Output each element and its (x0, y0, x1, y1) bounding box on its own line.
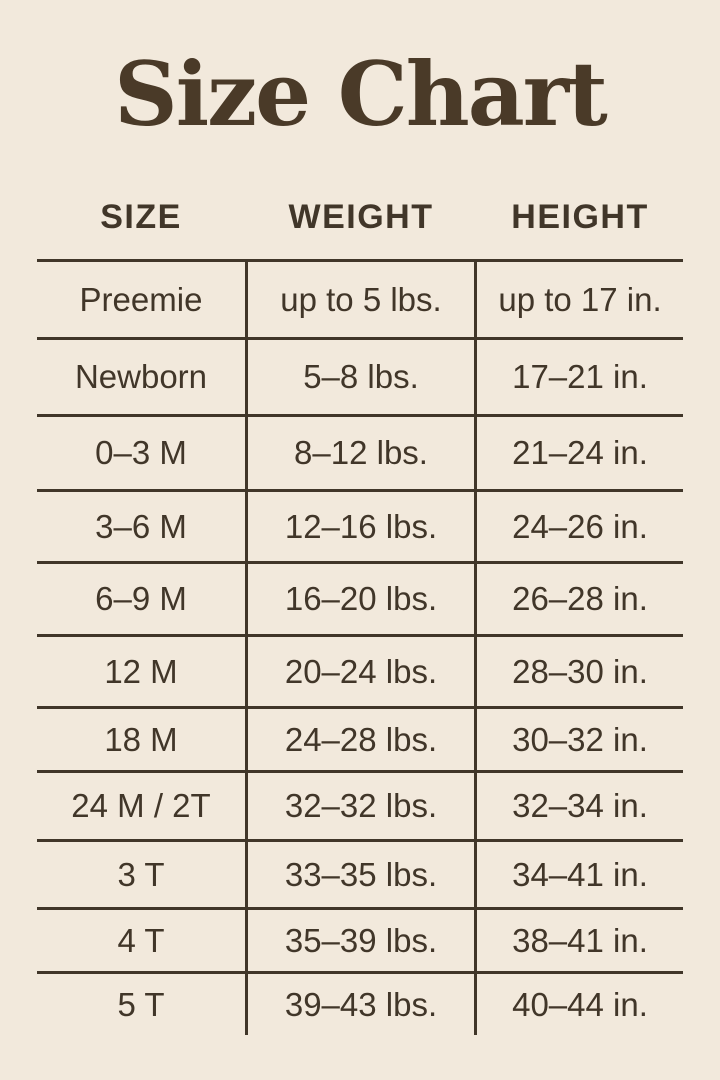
weight-cell: 35–39 lbs. (245, 910, 477, 971)
height-cell: 21–24 in. (512, 434, 648, 471)
weight-cell: 5–8 lbs. (245, 340, 477, 414)
weight-cell: 20–24 lbs. (245, 637, 477, 706)
table-row (37, 706, 683, 770)
height-cell: 30–32 in. (512, 720, 648, 758)
size-cell: Newborn (74, 358, 208, 395)
weight-cell: 32–32 lbs. (245, 773, 477, 839)
table-row (37, 907, 683, 971)
weight-cell: 39–43 lbs. (245, 974, 477, 1035)
weight-cell: 24–28 lbs. (245, 709, 477, 770)
height-cell: 34–41 in. (512, 855, 648, 893)
height-cell: 26–28 in. (512, 580, 648, 617)
size-cell: 4 T (117, 921, 165, 959)
height-cell: 40–44 in. (512, 985, 648, 1023)
table-row (37, 489, 683, 561)
height-cell: 38–41 in. (512, 921, 648, 959)
size-cell: 3 T (117, 855, 165, 893)
height-cell: up to 17 in. (498, 280, 662, 318)
weight-cell: 12–16 lbs. (245, 492, 477, 561)
table-row (37, 971, 683, 1035)
table-row (37, 770, 683, 839)
table-row (37, 337, 683, 414)
weight-cell: 8–12 lbs. (245, 417, 477, 489)
weight-cell: 33–35 lbs. (245, 842, 477, 907)
weight-cell: 16–20 lbs. (245, 564, 477, 634)
size-cell: 24 M / 2T (71, 787, 211, 824)
table-row (37, 414, 683, 489)
size-table (37, 176, 683, 1035)
column-header-height: HEIGHT (511, 198, 649, 236)
size-cell: 5 T (117, 985, 165, 1023)
column-header-weight: WEIGHT (288, 198, 434, 236)
page-title: Size Chart (114, 42, 606, 146)
size-cell: 12 M (104, 652, 178, 690)
size-cell: 3–6 M (95, 507, 187, 545)
table-row (37, 634, 683, 706)
table-row (37, 259, 683, 337)
column-header-size: SIZE (100, 198, 182, 236)
size-cell: 0–3 M (95, 434, 187, 471)
height-cell: 17–21 in. (512, 358, 648, 395)
table-header-row (37, 176, 683, 259)
height-cell: 28–30 in. (512, 652, 648, 690)
table-row (37, 561, 683, 634)
size-cell: Preemie (79, 280, 203, 318)
height-cell: 32–34 in. (512, 787, 648, 824)
height-cell: 24–26 in. (512, 507, 648, 545)
size-cell: 6–9 M (95, 580, 187, 617)
table-row (37, 839, 683, 907)
weight-cell: up to 5 lbs. (245, 262, 477, 337)
size-cell: 18 M (104, 720, 178, 758)
